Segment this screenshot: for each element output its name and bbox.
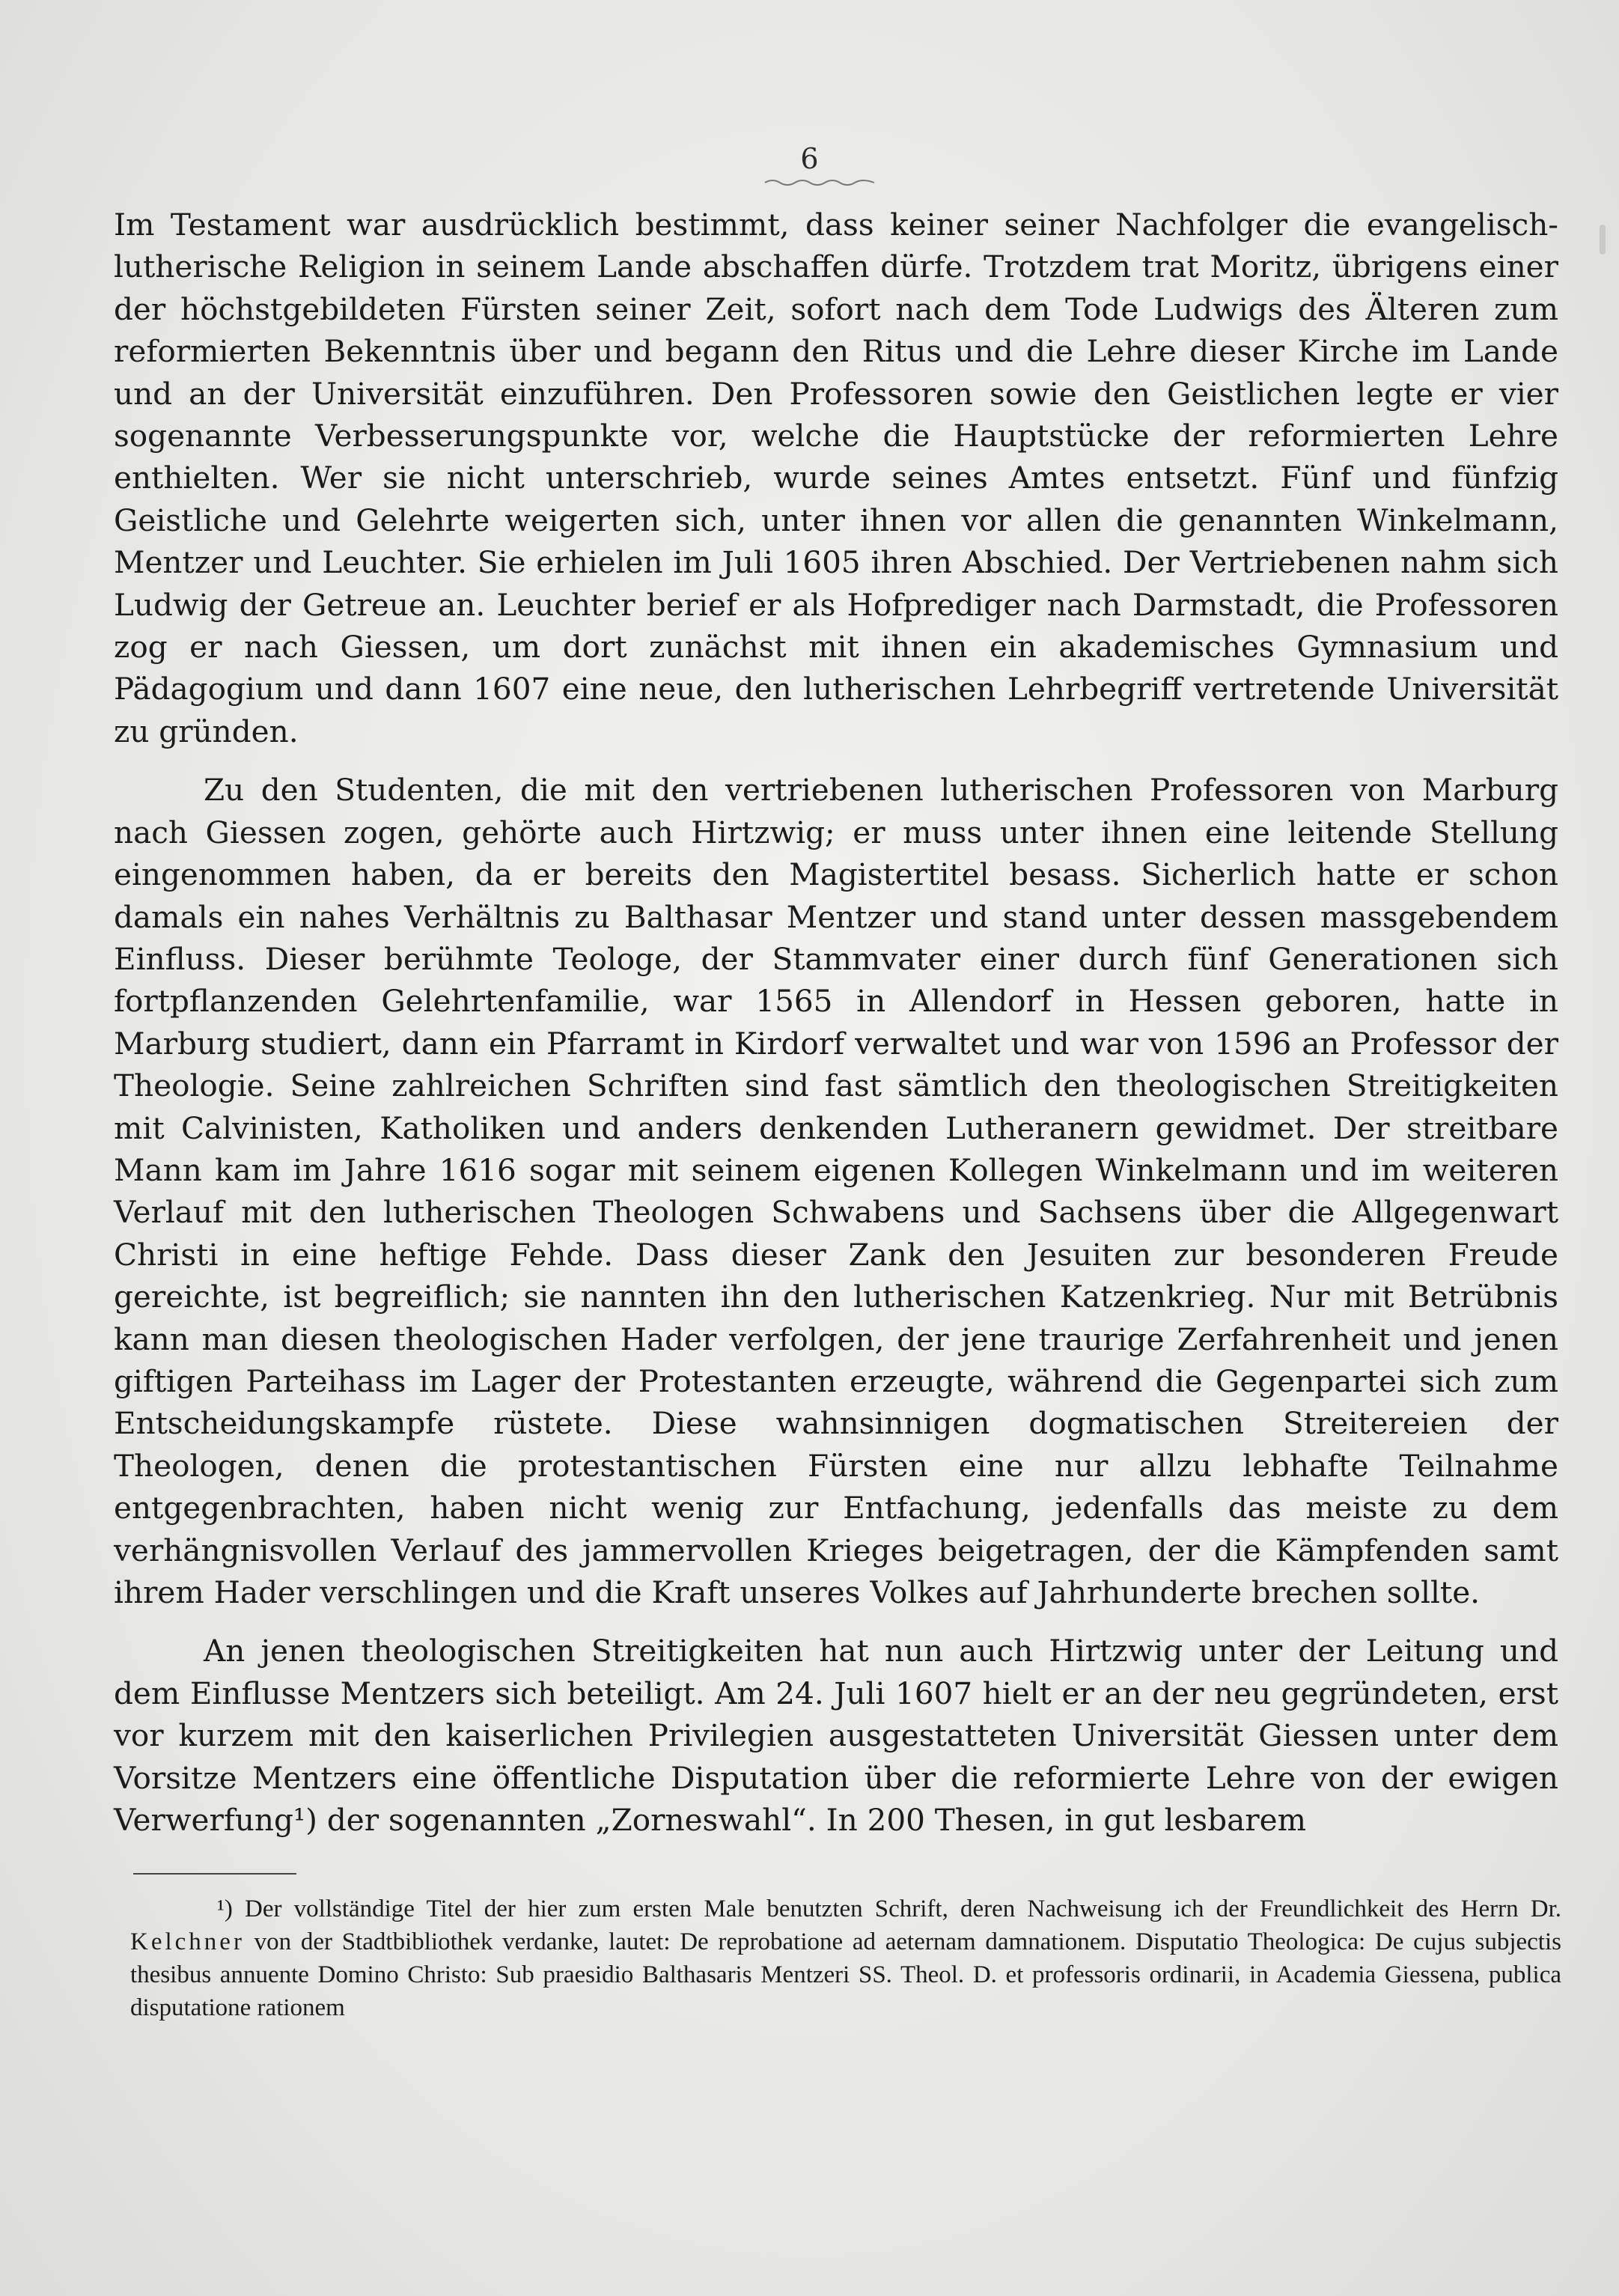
footnote-text-end: von der Stadtbibliothek verdanke, lautet: De reprobatione ad aeternam damnationem. Disputatio Theologica: De cujus subjectis thesibus annuente Domino Christo: Sub praesidio Balthasaris Mentzeri SS. Theol. D. et professoris ordinarii, in Academia Giessena, publica disputatione rationem (130, 1928, 1561, 2021)
footnote-name: Kelchner (130, 1928, 245, 1955)
footnote-text-start: ¹) Der vollständige Titel der hier zum ersten Male benutzten Schrift, deren Nachweisung ich der Freundlichkeit des Herrn Dr. (217, 1895, 1561, 1922)
paragraph-1: Im Testament war ausdrücklich bestimmt, dass keiner seiner Nachfolger die evangelisch-lutherische Religion in seinem Lande abschaffen dürfe. Trotzdem trat Moritz, übrigens einer der höchstgebildeten Fürsten seiner Zeit, sofort nach dem Tode Ludwigs des Älteren zum reformierten Bekenntnis über und begann den Ritus und die Lehre dieser Kirche im Lande und an der Universität einzuführen. Den Professoren sowie den Geistlichen legte er vier sogenannte Verbesserungspunkte vor, welche die Hauptstücke der reformierten Lehre enthielten. Wer sie nicht unterschrieb, wurde seines Amtes entsetzt. Fünf und fünfzig Geistliche und Gelehrte weigerten sich, unter ihnen vor allen die genannten Winkelmann, Mentzer und Leuchter. Sie erhielen im Juli 1605 ihren Abschied. Der Vertriebenen nahm sich Ludwig der Getreue an. Leuchter berief er als Hofprediger nach Darmstadt, die Professoren zog er nach Giessen, um dort zunächst mit ihnen ein akademisches Gymnasium und Pädagogium und dann 1607 eine neue, den lutherischen Lehrbegriff vertretende Universität zu gründen. (114, 207, 1558, 749)
footnote-divider (133, 1873, 296, 1875)
footnote (130, 1892, 1561, 2024)
page-number: 6 (800, 142, 819, 175)
body-text (114, 204, 1558, 1841)
ornament-divider (763, 177, 876, 187)
scan-smudge (1600, 225, 1606, 255)
paragraph-3: An jenen theologischen Streitigkeiten hat nun auch Hirtzwig unter der Leitung und dem Einflusse Mentzers sich beteiligt. Am 24. Juli 1607 hielt er an der neu gegründeten, erst vor kurzem mit den kaiserlichen Privilegien ausgestatteten Universität Giessen unter dem Vorsitze Mentzers eine öffentliche Disputation über die reformierte Lehre von der ewigen Verwerfung¹) der sogenannten „Zorneswahl“. In 200 Thesen, in gut lesbarem (114, 1633, 1558, 1839)
paragraph-2: Zu den Studenten, die mit den vertriebenen lutherischen Professoren von Marburg nach Giessen zogen, gehörte auch Hirtzwig; er muss unter ihnen eine leitende Stellung eingenommen haben, da er bereits den Magistertitel besass. Sicherlich hatte er schon damals ein nahes Verhältnis zu Balthasar Mentzer und stand unter dessen massgebendem Einfluss. Dieser berühmte Teologe, der Stammvater einer durch fünf Generationen sich fortpflanzenden Gelehrtenfamilie, war 1565 in Allendorf in Hessen geboren, hatte in Marburg studiert, dann ein Pfarramt in Kirdorf verwaltet und war von 1596 an Professor der Theologie. Seine zahlreichen Schriften sind fast sämtlich den theologischen Streitigkeiten mit Calvinisten, Katholiken und anders denkenden Lutheranern gewidmet. Der streitbare Mann kam im Jahre 1616 sogar mit seinem eigenen Kollegen Winkelmann und im weiteren Verlauf mit den lutherischen Theologen Schwabens und Sachsens über die Allgegenwart Christi in eine heftige Fehde. Dass dieser Zank den Jesuiten zur besonderen Freude gereichte, ist begreiflich; sie nannten ihn den lutherischen Katzenkrieg. Nur mit Betrübnis kann man diesen theologischen Hader verfolgen, der jene traurige Zerfahrenheit und jenen giftigen Parteihass im Lager der Protestanten erzeugte, während die Gegenpartei sich zum Entscheidungskampfe rüstete. Diese wahnsinnigen dogmatischen Streitereien der Theologen, denen die protestantischen Fürsten eine nur allzu lebhafte Teilnahme entgegenbrachten, haben nicht wenig zur Entfachung, jedenfalls das meiste zu dem verhängnisvollen Verlauf des jammervollen Krieges beigetragen, der die Kämpfenden samt ihrem Hader verschlingen und die Kraft unseres Volkes auf Jahrhunderte brechen sollte. (114, 772, 1558, 1610)
